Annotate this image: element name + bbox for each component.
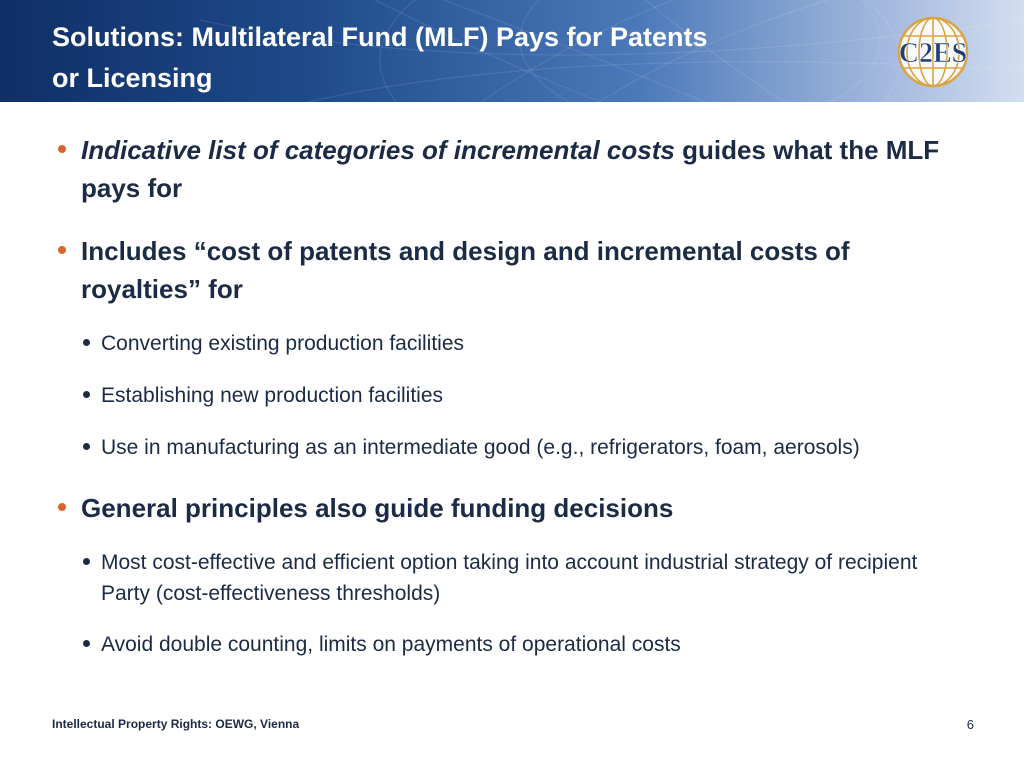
bullet-text: General principles also guide funding decisions	[81, 493, 674, 523]
slide-title-line-2: or Licensing	[52, 63, 213, 93]
sub-bullet-marker	[83, 391, 90, 398]
bullet-text-rest: guides what the MLF pays for	[81, 135, 940, 203]
logo-lettering: C2ES	[898, 38, 968, 69]
bullet-marker	[58, 145, 66, 153]
slide-title-line-1: Solutions: Multilateral Fund (MLF) Pays for Patents	[52, 22, 708, 52]
sub-bullet-marker	[83, 558, 90, 565]
bullet-text-italic: Indicative list of categories of incremental costs	[81, 135, 675, 165]
sub-bullet-text: Converting existing production facilities	[101, 332, 465, 355]
sub-bullet-text: Use in manufacturing as an intermediate good (e.g., refrigerators, foam, aerosols)	[101, 436, 860, 459]
sub-bullet-text: Avoid double counting, limits on payments of operational costs	[101, 633, 681, 656]
sub-bullet-marker	[83, 640, 90, 647]
bullet-marker	[58, 246, 66, 254]
sub-bullet-text: Establishing new production facilities	[101, 384, 444, 407]
sub-bullet-marker	[83, 339, 90, 346]
bullet-text: Includes “cost of patents and design and incremental costs of royalties” for	[81, 236, 850, 304]
bullet-marker	[58, 503, 66, 511]
sub-bullet-text: Most cost-effective and efficient option taking into account industrial strategy of recipient Party (cost-effectiveness thresholds)	[101, 551, 918, 605]
bullet-text	[81, 131, 941, 207]
page-number: 6	[966, 717, 974, 732]
footer-caption: Intellectual Property Rights: OEWG, Vienna	[52, 717, 300, 731]
sub-bullet-marker	[83, 443, 90, 450]
